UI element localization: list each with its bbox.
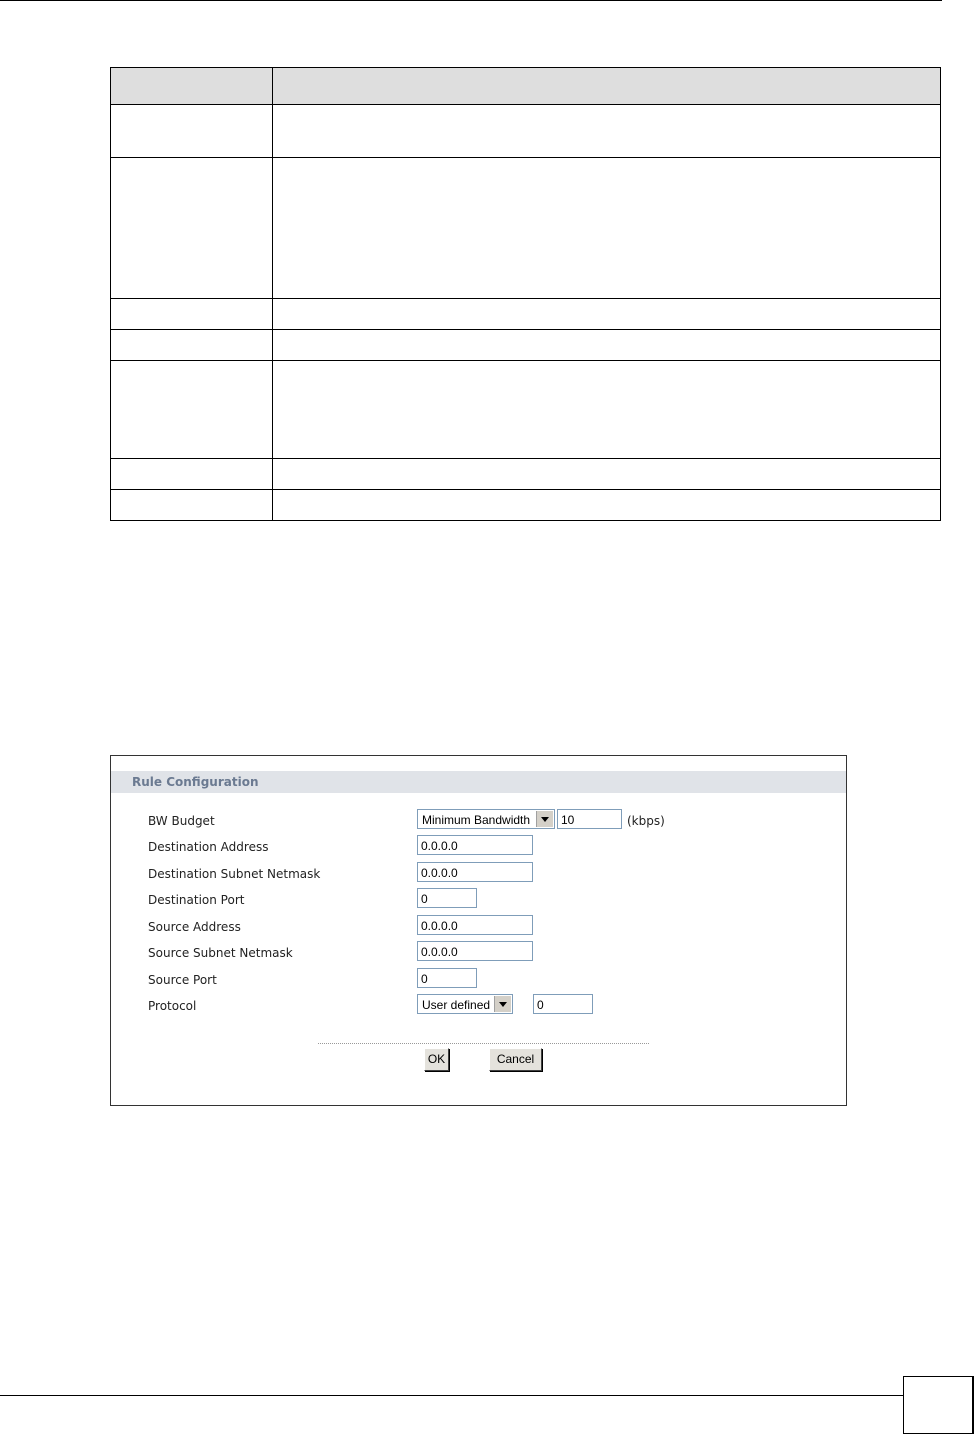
source-address-label: Source Address: [148, 920, 241, 934]
table-row: [111, 299, 941, 330]
source-port-input[interactable]: 0: [417, 968, 477, 988]
bw-budget-select[interactable]: [417, 809, 555, 829]
panel-title: Rule Configuration: [132, 775, 259, 789]
cancel-button[interactable]: Cancel: [489, 1048, 542, 1071]
header-rule: [0, 0, 942, 1]
page-number-box: [903, 1376, 974, 1434]
table-cell: [111, 105, 273, 158]
destination-address-label: Destination Address: [148, 840, 269, 854]
table-row: [111, 158, 941, 299]
bw-budget-select-value: Minimum Bandwidth: [422, 813, 531, 827]
ok-button[interactable]: OK: [424, 1048, 449, 1071]
source-port-label: Source Port: [148, 973, 217, 987]
destination-port-label: Destination Port: [148, 893, 245, 907]
table-cell: [273, 105, 941, 158]
source-netmask-input[interactable]: 0.0.0.0: [417, 941, 533, 961]
table-header-row: [111, 68, 941, 105]
table-row: [111, 330, 941, 361]
table-row: [111, 105, 941, 158]
table-cell: [273, 458, 941, 489]
table-header-description: [273, 68, 941, 105]
chevron-down-icon[interactable]: [536, 811, 553, 827]
destination-netmask-input[interactable]: 0.0.0.0: [417, 862, 533, 882]
table-cell: [111, 458, 273, 489]
bw-budget-unit: (kbps): [627, 814, 665, 828]
button-divider: [318, 1043, 649, 1044]
chevron-down-icon[interactable]: [494, 996, 511, 1012]
table-cell: [273, 330, 941, 361]
destination-address-input[interactable]: 0.0.0.0: [417, 835, 533, 855]
table-cell: [111, 330, 273, 361]
table-cell: [273, 361, 941, 458]
table-header-label: [111, 68, 273, 105]
table-cell: [273, 158, 941, 299]
bw-budget-label: BW Budget: [148, 814, 215, 828]
protocol-row: [111, 994, 846, 1018]
table-cell: [111, 489, 273, 520]
table-row: [111, 458, 941, 489]
table-row: [111, 489, 941, 520]
protocol-number-input[interactable]: 0: [533, 994, 593, 1014]
table-cell: [111, 361, 273, 458]
table-cell: [273, 489, 941, 520]
bw-budget-row: [111, 809, 846, 833]
destination-port-row: [111, 888, 846, 912]
destination-netmask-row: [111, 862, 846, 886]
destination-netmask-label: Destination Subnet Netmask: [148, 867, 321, 881]
source-netmask-label: Source Subnet Netmask: [148, 946, 293, 960]
bw-budget-input[interactable]: 10: [557, 809, 622, 829]
protocol-select-value: User defined: [422, 998, 491, 1012]
protocol-label: Protocol: [148, 999, 197, 1013]
panel-header: [111, 771, 846, 793]
table-row: [111, 361, 941, 458]
source-address-input[interactable]: 0.0.0.0: [417, 915, 533, 935]
table-cell: [111, 299, 273, 330]
table-cell: [111, 158, 273, 299]
footer-rule: [0, 1395, 903, 1396]
destination-address-row: [111, 835, 846, 859]
protocol-select[interactable]: [417, 994, 513, 1014]
source-netmask-row: [111, 941, 846, 965]
source-port-row: [111, 968, 846, 992]
table-cell: [273, 299, 941, 330]
destination-port-input[interactable]: 0: [417, 888, 477, 908]
field-description-table: [110, 67, 941, 521]
rule-configuration-panel: [110, 755, 847, 1106]
source-address-row: [111, 915, 846, 939]
